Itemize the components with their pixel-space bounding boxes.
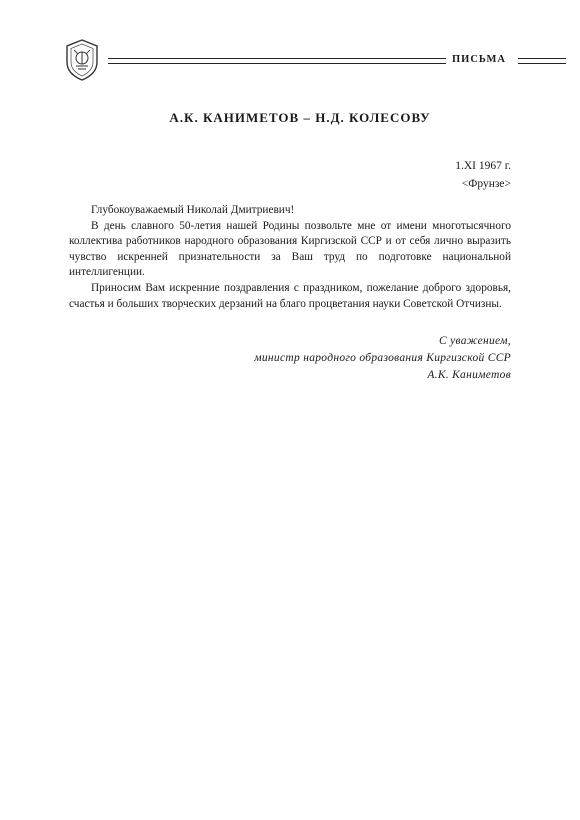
header-rule-left [108, 58, 446, 64]
letter-closing: С уважением, [438, 335, 511, 347]
letter-position: министр народного образования Киргизской ССР [254, 352, 511, 364]
letter-date: 1.XI 1967 г. [455, 160, 511, 172]
letter-signature-block [254, 333, 511, 384]
letter-paragraph-2: Приносим Вам искренние поздравления с праздником, пожелание доброго здоровья, счастья и больших творческих дерзаний на благо процветания науки Советской Отчизны. [69, 281, 511, 310]
letter-signature: А.К. Каниметов [427, 369, 511, 381]
letter-paragraph-1: В день славного 50-летия нашей Родины позвольте мне от имени многотысячного коллектива работников народного образования Киргизской ССР и от себя лично выразить чувство искренней признательности за Ваш труд по подготовке национальной интеллигенции. [69, 219, 511, 279]
section-title: ПИСЬМА [452, 54, 506, 65]
academy-emblem-icon [64, 38, 100, 82]
letter-dateline [455, 157, 511, 193]
letter-greeting: Глубокоуважаемый Николай Дмитриевич! [91, 204, 295, 216]
letter-place: <Фрунзе> [461, 178, 511, 190]
header-rule-right [518, 58, 566, 64]
letter-title: А.К. КАНИМЕТОВ – Н.Д. КОЛЕСОВУ [169, 110, 431, 125]
letter-body [69, 203, 511, 312]
